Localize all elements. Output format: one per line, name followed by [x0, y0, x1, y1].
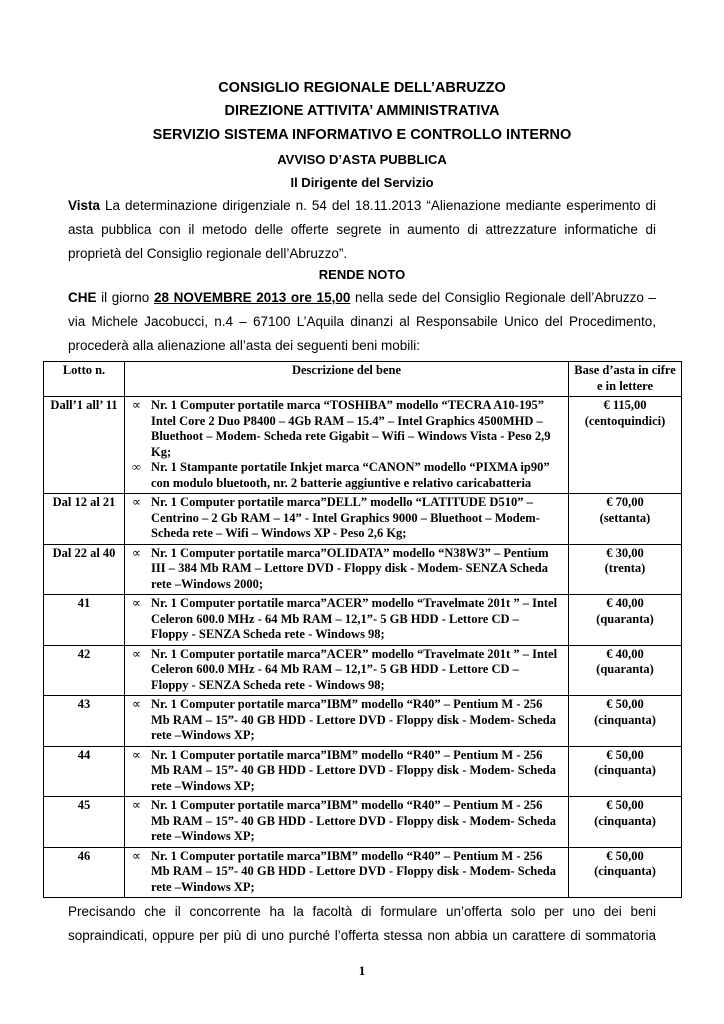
bullet-icon: ∝ [132, 495, 141, 509]
bullet-icon: ∝ [132, 545, 141, 560]
price-value: € 30,00 [606, 545, 644, 560]
lotto-cell: 42 [44, 645, 125, 696]
price-value: € 50,00 [606, 798, 644, 812]
item-text: Nr. 1 Computer portatile marca”ACER” modello “Travelmate 201t ” – Intel Celeron 600.0 MHz - 64 Mb RAM – 12,1”- 5 GB HDD - Lettore CD – Floppy - SENZA Scheda rete - Windows 98; [151, 646, 558, 692]
bullet-icon: ∝ [132, 848, 141, 863]
price-words: (settanta) [599, 510, 651, 525]
heading-manager: Il Dirigente del Servizio [290, 175, 434, 190]
price-words: (cinquanta) [594, 763, 656, 777]
precisando-text-1: Precisando che il concorrente ha la facoltà di formulare un’offerta solo per uno dei beni [68, 904, 656, 919]
price-value: € 50,00 [606, 697, 644, 711]
vista-text-3: proprietà del Consiglio regionale dell’Abruzzo”. [68, 246, 348, 261]
table-row [44, 797, 682, 848]
che-post: nella sede del Consiglio Regionale dell’Abruzzo – [350, 290, 656, 305]
bullet-icon: ∝ [132, 798, 141, 812]
description-cell [125, 645, 569, 696]
description-cell [125, 696, 569, 747]
lotto-cell: Dal 22 al 40 [44, 544, 125, 595]
description-cell [125, 494, 569, 545]
description-cell [125, 847, 569, 898]
description-cell [125, 595, 569, 646]
che-text-2: via Michele Jacobucci, n.4 – 67100 L’Aquila dinanzi al Responsabile Unico del Procedimento, [68, 314, 656, 329]
lotto-cell: Dall’1 all’ 11 [44, 397, 125, 494]
price-words: (cinquanta) [594, 712, 656, 727]
price-cell [569, 397, 682, 494]
item-text: Nr. 1 Computer portatile marca “TOSHIBA” modello “TECRA A10-195” Intel Core 2 Duo P8400 – 4Gb RAM – 15.4” – Intel Graphics 4500MHD – Bluethoot – Modem- Scheda rete Gigabit – Wifi – Windows Vista - Peso 2,9 Kg; [151, 398, 551, 459]
heading-direction: DIREZIONE ATTIVITA’ AMMINISTRATIVA [224, 103, 500, 119]
lotto-cell: 45 [44, 797, 125, 848]
che-label: CHE [68, 290, 97, 305]
bullet-icon: ∝ [132, 747, 141, 762]
header-base-asta: Base d’asta in cifre e in lettere [569, 362, 682, 397]
item-text: Nr. 1 Computer portatile marca”IBM” modello “R40” – Pentium M - 256 Mb RAM – 15”- 40 GB HDD - Lettore DVD - Floppy disk - Modem- Scheda rete –Windows XP; [151, 747, 556, 793]
table-header-row [44, 362, 682, 397]
rende-noto-heading: RENDE NOTO [318, 267, 406, 282]
price-value: € 70,00 [606, 495, 644, 509]
lotto-cell: 43 [44, 696, 125, 747]
price-cell [569, 595, 682, 646]
bullet-icon: ∝ [132, 596, 141, 610]
item-text: Nr. 1 Computer portatile marca”IBM” modello “R40” – Pentium M - 256 Mb RAM – 15”- 40 GB HDD - Lettore DVD - Floppy disk - Modem- Scheda rete –Windows XP; [151, 798, 556, 843]
vista-label: Vista [68, 198, 101, 213]
price-value: € 40,00 [606, 596, 644, 610]
header-lotto: Lotto n. [44, 362, 125, 397]
price-cell [569, 746, 682, 797]
bullet-icon: ∞ [132, 460, 141, 474]
price-words: (cinquanta) [594, 864, 656, 878]
price-cell [569, 645, 682, 696]
price-value: € 115,00 [603, 398, 647, 412]
item-text: Nr. 1 Stampante portatile Inkjet marca “CANON” modello “PIXMA ip90” con modulo bluetooth, nr. 2 batterie aggiuntive e relativo caricabatteria [151, 460, 550, 490]
auction-date: 28 NOVEMBRE 2013 ore 15,00 [153, 290, 351, 305]
vista-text-1: La determinazione dirigenziale n. 54 del 18.11.2013 “Alienazione mediante esperimento di [100, 198, 656, 213]
price-value: € 40,00 [606, 646, 644, 661]
price-cell [569, 544, 682, 595]
price-words: (centoquindici) [584, 413, 666, 428]
lotto-cell: Dal 12 al 21 [44, 494, 125, 545]
price-value: € 50,00 [606, 747, 644, 762]
heading-notice: AVVISO D’ASTA PUBBLICA [277, 152, 447, 167]
heading-service: SERVIZIO SISTEMA INFORMATIVO E CONTROLLO INTERNO [152, 127, 572, 143]
price-value: € 50,00 [606, 848, 644, 863]
price-cell [569, 847, 682, 898]
table-row [44, 696, 682, 747]
table-row [44, 544, 682, 595]
item-text: Nr. 1 Computer portatile marca”IBM” modello “R40” – Pentium M - 256 Mb RAM – 15”- 40 GB HDD - Lettore DVD - Floppy disk - Modem- Scheda rete –Windows XP; [151, 697, 556, 742]
che-pre: il giorno [96, 290, 154, 305]
vista-paragraph [68, 194, 656, 266]
description-cell [125, 397, 569, 494]
description-cell [125, 544, 569, 595]
bullet-icon: ∝ [132, 697, 141, 711]
price-cell [569, 494, 682, 545]
price-cell [569, 696, 682, 747]
description-cell [125, 746, 569, 797]
price-words: (quaranta) [596, 662, 654, 676]
lotto-cell: 44 [44, 746, 125, 797]
description-cell [125, 797, 569, 848]
item-text: Nr. 1 Computer portatile marca”DELL” modello “LATITUDE D510” – Centrino – 2 Gb RAM – 14” - Intel Graphics 9000 – Bluethoot – Modem- Scheda rete – Wifi – Windows XP - Peso 2,6 Kg; [151, 495, 540, 540]
vista-text-2: asta pubblica con il metodo delle offerte segrete in aumento di attrezzature informatiche di [68, 222, 656, 237]
table-row [44, 595, 682, 646]
price-words: (trenta) [604, 561, 646, 575]
item-text: Nr. 1 Computer portatile marca”IBM” modello “R40” – Pentium M - 256 Mb RAM – 15”- 40 GB HDD - Lettore DVD - Floppy disk - Modem- Scheda rete –Windows XP; [151, 848, 556, 894]
item-text: Nr. 1 Computer portatile marca”OLIDATA” modello “N38W3” – Pentium III – 384 Mb RAM – Lettore DVD - Floppy disk - Modem- SENZA Scheda rete –Windows 2000; [151, 545, 549, 591]
header-descrizione: Descrizione del bene [125, 362, 569, 397]
precisando-paragraph [68, 900, 656, 948]
heading-council: CONSIGLIO REGIONALE DELL’ABRUZZO [218, 80, 506, 96]
bullet-icon: ∝ [132, 646, 141, 661]
che-paragraph [68, 286, 656, 358]
page-number: 1 [358, 963, 366, 978]
che-text-3: procederà alla alienazione all’asta dei seguenti beni mobili: [68, 338, 420, 353]
lots-table [43, 361, 682, 898]
table-row [44, 746, 682, 797]
price-words: (cinquanta) [594, 813, 656, 828]
item-text: Nr. 1 Computer portatile marca”ACER” modello “Travelmate 201t ” – Intel Celeron 600.0 MHz - 64 Mb RAM – 12,1”- 5 GB HDD - Lettore CD – Floppy - SENZA Scheda rete - Windows 98; [151, 596, 558, 641]
precisando-text-2: sopraindicati, oppure per più di uno purché l’offerta stessa non abbia un carattere di sommatoria [68, 928, 656, 943]
bullet-icon: ∝ [132, 398, 141, 412]
lotto-cell: 46 [44, 847, 125, 898]
table-row [44, 397, 682, 494]
lotto-cell: 41 [44, 595, 125, 646]
price-words: (quaranta) [596, 611, 654, 626]
table-row [44, 645, 682, 696]
table-row [44, 847, 682, 898]
table-row [44, 494, 682, 545]
price-cell [569, 797, 682, 848]
